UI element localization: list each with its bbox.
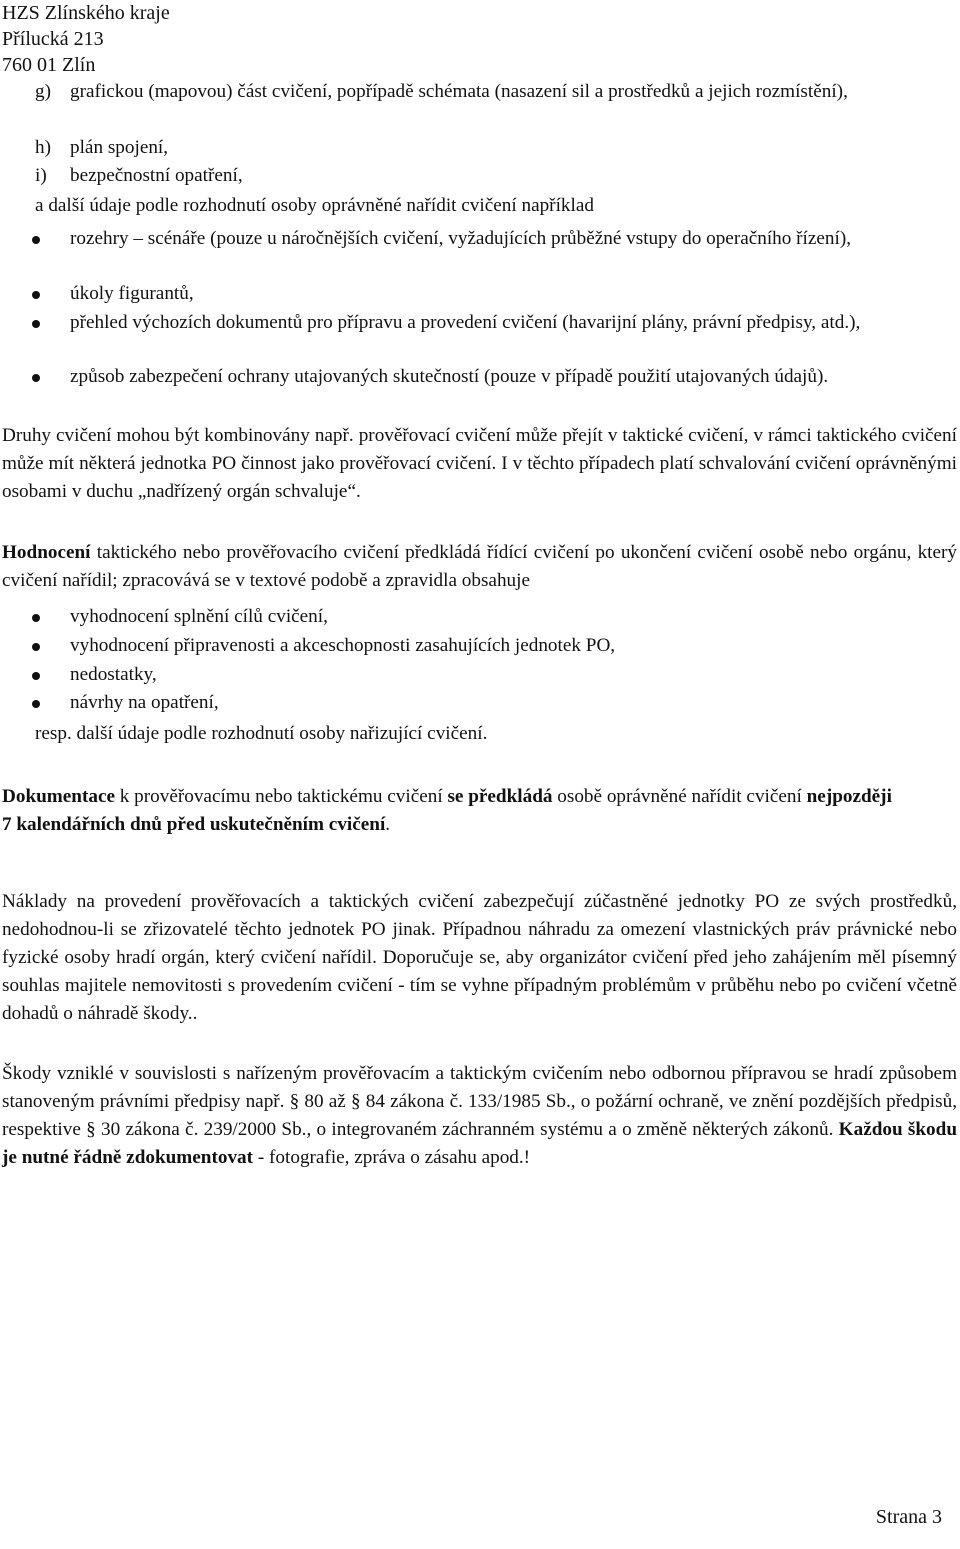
list-item-h: plán spojení, <box>70 137 169 158</box>
list-marker-h: h) <box>35 137 51 158</box>
header-city: 760 01 Zlín <box>2 54 96 76</box>
costs-paragraph: Náklady na provedení prověřovacích a taktických cvičení zabezpečují zúčastněné jednotky PO ze svých prostředků, nedohodnou-li se zřizovatelé těchto jednotek PO jinak. Případnou náhradu za omezení vlastnických práv právnické nebo fyzické osoby hradí orgán, který cvičení nařídil. Doporučuje se, aby organizátor cvičení před jeho zahájením měl písemný souhlas majitele nemovitosti s provedením cvičení - tím se vyhne případným problémům v průběhu nebo po cvičení včetně dohadů o náhradě škody.. <box>2 891 957 1024</box>
bullet-dot <box>32 236 40 244</box>
bullet-dot <box>32 700 40 708</box>
page-number: Strana 3 <box>875 1506 942 1528</box>
list-item-g: grafickou (mapovou) část cvičení, popřípadě schémata (nasazení sil a prostředků a jejich rozmístění), <box>70 81 848 102</box>
evaluation-text: taktického nebo prověřovacího cvičení předkládá řídící cvičení po ukončení cvičení osobě nebo orgánu, který cvičení nařídil; zpracovává se v textové podobě a zpravidla obsahuje <box>2 542 957 591</box>
documentation-text: osobě oprávněné nařídit cvičení <box>552 786 807 807</box>
documentation-paragraph <box>2 783 902 839</box>
list-marker-g: g) <box>35 81 51 102</box>
evaluation-lead: Hodnocení <box>2 542 91 563</box>
bullet-item: úkoly figurantů, <box>70 283 194 304</box>
bullet-dot <box>32 320 40 328</box>
list-item-i: bezpečnostní opatření, <box>70 165 243 186</box>
bullet-item: návrhy na opatření, <box>70 692 219 713</box>
list-marker-i: i) <box>35 165 47 186</box>
bullet-dot <box>32 291 40 299</box>
bullet-item: rozehry – scénáře (pouze u náročnějších cvičení, vyžadujících průběžné vstupy do operačního řízení), <box>70 228 852 249</box>
documentation-deadline: nejpozději 7 kalendářních dnů před uskutečněním cvičení <box>2 786 892 835</box>
documentation-text: k prověřovacímu nebo taktickému cvičení <box>114 786 448 807</box>
evaluation-paragraph <box>2 539 957 595</box>
documentation-emphasis: se předkládá <box>447 786 553 807</box>
damages-paragraph <box>2 1060 957 1172</box>
damages-text: Škody vzniklé v souvislosti s nařízeným prověřovacím a taktickým cvičením nebo odbornou přípravou se hradí způsobem stanoveným právními předpisy např. § 80 až § 84 zákona č. 133/1985 Sb., o požární ochraně, ve znění pozdějších předpisů, respektive § 30 zákona č. 239/2000 Sb., o integrovaném záchranném systému a o změně některých zákonů. <box>2 1063 957 1140</box>
document-header <box>2 0 170 78</box>
bullet-dot <box>32 374 40 382</box>
header-organization: HZS Zlínského kraje <box>2 2 170 24</box>
bullet-item: přehled výchozích dokumentů pro přípravu a provedení cvičení (havarijní plány, právní předpisy, atd.), <box>70 312 861 333</box>
bullet-item: nedostatky, <box>70 664 157 685</box>
bullet-item: způsob zabezpečení ochrany utajovaných skutečností (pouze v případě použití utajovaných údajů). <box>70 366 829 387</box>
bullet-dot <box>32 672 40 680</box>
damages-tail: - fotografie, zpráva o zásahu apod.! <box>253 1147 531 1168</box>
damages-emphasis: Každou škodu je nutné řádně zdokumentovat <box>2 1119 957 1168</box>
combination-paragraph: Druhy cvičení mohou být kombinovány např. prověřovací cvičení může přejít v taktické cvičení, v rámci taktického cvičení může mít některá jednotka PO činnost jako prověřovací cvičení. I v těchto případech platí schvalování cvičení oprávněnými osobami v duchu „nadřízený orgán schvaluje“. <box>2 425 957 502</box>
bullet-dot <box>32 643 40 651</box>
bullet-item: vyhodnocení připravenosti a akceschopnosti zasahujících jednotek PO, <box>70 635 616 656</box>
documentation-text: . <box>385 814 391 835</box>
intro-line: a další údaje podle rozhodnutí osoby oprávněné nařídit cvičení například <box>35 195 594 216</box>
bullet-item: vyhodnocení splnění cílů cvičení, <box>70 606 328 627</box>
bullet-dot <box>32 614 40 622</box>
documentation-lead: Dokumentace <box>2 786 115 807</box>
header-street: Přílucká 213 <box>2 28 104 50</box>
resp-line: resp. další údaje podle rozhodnutí osoby nařizující cvičení. <box>35 723 488 744</box>
